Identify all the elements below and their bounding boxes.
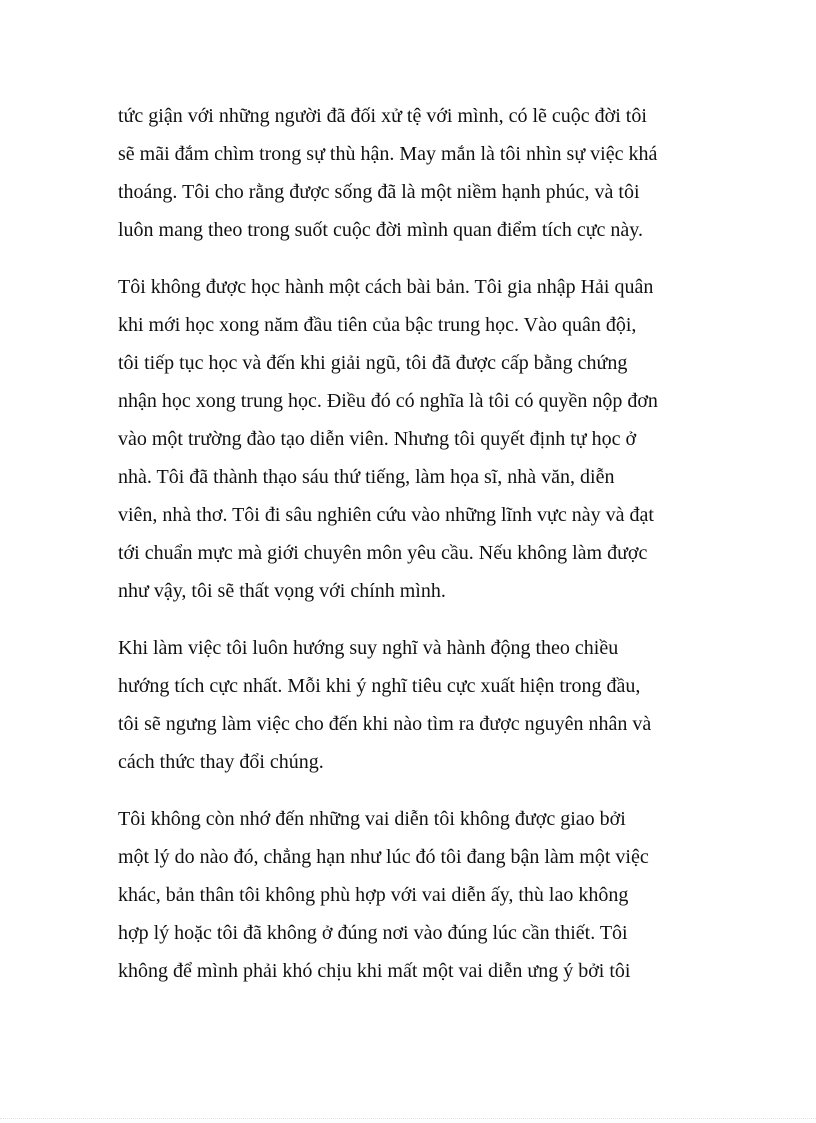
text-line: nhà. Tôi đã thành thạo sáu thứ tiếng, làm họa sĩ, nhà văn, diễn xyxy=(118,466,615,488)
text-line: một lý do nào đó, chẳng hạn như lúc đó tôi đang bận làm một việc xyxy=(118,846,649,868)
text-line: tức giận với những người đã đối xử tệ với mình, có lẽ cuộc đời tôi xyxy=(118,105,647,127)
text-line: hướng tích cực nhất. Mỗi khi ý nghĩ tiêu cực xuất hiện trong đầu, xyxy=(118,675,641,697)
text-line: tới chuẩn mực mà giới chuyên môn yêu cầu. Nếu không làm được xyxy=(118,542,648,564)
paragraph-3 xyxy=(118,629,718,781)
text-line: luôn mang theo trong suốt cuộc đời mình quan điểm tích cực này. xyxy=(118,219,644,241)
text-line: khác, bản thân tôi không phù hợp với vai diễn ấy, thù lao không xyxy=(118,884,629,906)
text-line: cách thức thay đổi chúng. xyxy=(118,751,324,773)
text-line: Khi làm việc tôi luôn hướng suy nghĩ và hành động theo chiều xyxy=(118,637,619,659)
text-line: vào một trường đào tạo diễn viên. Nhưng tôi quyết định tự học ở xyxy=(118,428,637,450)
text-line: tôi tiếp tục học và đến khi giải ngũ, tôi đã được cấp bằng chứng xyxy=(118,352,628,374)
text-line: viên, nhà thơ. Tôi đi sâu nghiên cứu vào những lĩnh vực này và đạt xyxy=(118,504,654,526)
text-line: Tôi không còn nhớ đến những vai diễn tôi không được giao bởi xyxy=(118,808,626,830)
text-line: nhận học xong trung học. Điều đó có nghĩa là tôi có quyền nộp đơn xyxy=(118,390,658,412)
text-line: Tôi không được học hành một cách bài bản. Tôi gia nhập Hải quân xyxy=(118,276,654,298)
paragraph-4 xyxy=(118,800,718,990)
text-line: thoáng. Tôi cho rằng được sống đã là một niềm hạnh phúc, và tôi xyxy=(118,181,640,203)
paragraph-2 xyxy=(118,268,718,610)
document-body xyxy=(118,97,718,1009)
text-line: không để mình phải khó chịu khi mất một vai diễn ưng ý bởi tôi xyxy=(118,960,631,982)
text-line: như vậy, tôi sẽ thất vọng với chính mình. xyxy=(118,580,446,602)
text-line: khi mới học xong năm đầu tiên của bậc trung học. Vào quân đội, xyxy=(118,314,637,336)
text-line: tôi sẽ ngưng làm việc cho đến khi nào tìm ra được nguyên nhân và xyxy=(118,713,652,735)
page-bottom-divider xyxy=(0,1118,816,1119)
text-line: hợp lý hoặc tôi đã không ở đúng nơi vào đúng lúc cần thiết. Tôi xyxy=(118,922,628,944)
paragraph-1 xyxy=(118,97,718,249)
text-line: sẽ mãi đắm chìm trong sự thù hận. May mắn là tôi nhìn sự việc khá xyxy=(118,143,658,165)
